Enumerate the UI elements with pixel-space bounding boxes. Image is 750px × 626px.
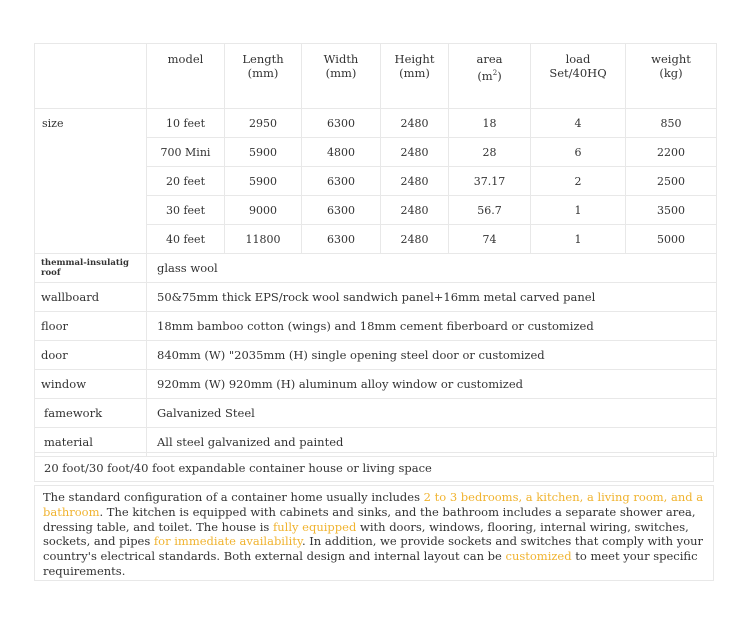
description-highlight: 2 to 3 bedrooms, a kitchen, a living room, and a bathroom [43,490,704,519]
attribute-row-wallboard [35,283,717,312]
attribute-label: window [35,370,147,399]
cell-weight: 850 [626,109,717,138]
cell-weight: 5000 [626,225,717,254]
description-text: to meet your specific requirements. [43,549,698,578]
attribute-value: Galvanized Steel [147,399,717,428]
description-highlight: customized [505,549,572,564]
cell-height: 2480 [381,138,449,167]
cell-width: 6300 [302,225,381,254]
description-text: . The kitchen is equipped with cabinets and sinks, and the bathroom includes a separate shower area, dressing table, and toilet. The house is [43,504,696,534]
attribute-value: 18mm bamboo cotton (wings) and 18mm cement fiberboard or customized [147,312,717,341]
header-blank-cell [35,44,147,109]
attribute-value: All steel galvanized and painted [147,428,717,457]
cell-area: 56.7 [449,196,531,225]
cell-length: 5900 [225,138,302,167]
cell-width: 6300 [302,109,381,138]
attribute-label: themmal-insulatig roof [35,254,147,283]
header-weight: weight (kg) [626,44,717,109]
attribute-row-window [35,370,717,399]
attribute-row-floor [35,312,717,341]
cell-model: 20 feet [147,167,225,196]
cell-weight: 3500 [626,196,717,225]
cell-weight: 2200 [626,138,717,167]
attribute-value: 920mm (W) 920mm (H) aluminum alloy window or customized [147,370,717,399]
header-area: area $(m^2)$ [449,44,531,109]
attribute-value: glass wool [147,254,717,283]
header-model: model [147,44,225,109]
cell-width: 6300 [302,196,381,225]
attribute-label: door [35,341,147,370]
cell-model: 10 feet [147,109,225,138]
cell-load: 1 [531,225,626,254]
description-highlight: fully equipped [273,519,357,534]
cell-length: 5900 [225,167,302,196]
cell-area: 28 [449,138,531,167]
cell-width: 6300 [302,167,381,196]
table-row [35,109,717,138]
cell-height: 2480 [381,225,449,254]
description-paragraph [34,485,714,581]
description-text: The standard configuration of a container home usually includes [43,490,424,504]
cell-load: 1 [531,196,626,225]
size-label: size [35,109,147,254]
cell-height: 2480 [381,109,449,138]
header-load: load Set/40HQ [531,44,626,109]
attribute-value: 50&75mm thick EPS/rock wool sandwich panel+16mm metal carved panel [147,283,717,312]
cell-model: 40 feet [147,225,225,254]
cell-area: 37.17 [449,167,531,196]
header-height: Height (mm) [381,44,449,109]
cell-model: 700 Mini [147,138,225,167]
specification-table [34,43,717,457]
cell-model: 30 feet [147,196,225,225]
cell-load: 4 [531,109,626,138]
description-text: with doors, windows, flooring, internal wiring, switches, sockets, and pipes [43,519,689,549]
attribute-row-door [35,341,717,370]
cell-width: 4800 [302,138,381,167]
attribute-row-roof [35,254,717,283]
attribute-label: wallboard [35,283,147,312]
description-text: . In addition, we provide sockets and switches that comply with your country's electrical standards. Both external design and internal layout can be [43,534,704,564]
cell-length: 9000 [225,196,302,225]
header-width: Width (mm) [302,44,381,109]
attribute-row-framework [35,399,717,428]
cell-height: 2480 [381,167,449,196]
cell-area: 74 [449,225,531,254]
attribute-value: 840mm (W) "2035mm (H) single opening steel door or customized [147,341,717,370]
cell-height: 2480 [381,196,449,225]
cell-weight: 2500 [626,167,717,196]
attribute-label: material [35,428,147,457]
cell-length: 11800 [225,225,302,254]
cell-length: 2950 [225,109,302,138]
description-highlight: for immediate availability [153,534,302,549]
attribute-label: famework [35,399,147,428]
cell-area: 18 [449,109,531,138]
cell-load: 6 [531,138,626,167]
attribute-label: floor [35,312,147,341]
header-length: Length (mm) [225,44,302,109]
info-title: 20 foot/30 foot/40 foot expandable container house or living space [34,452,714,482]
table-header-row [35,44,717,109]
cell-load: 2 [531,167,626,196]
